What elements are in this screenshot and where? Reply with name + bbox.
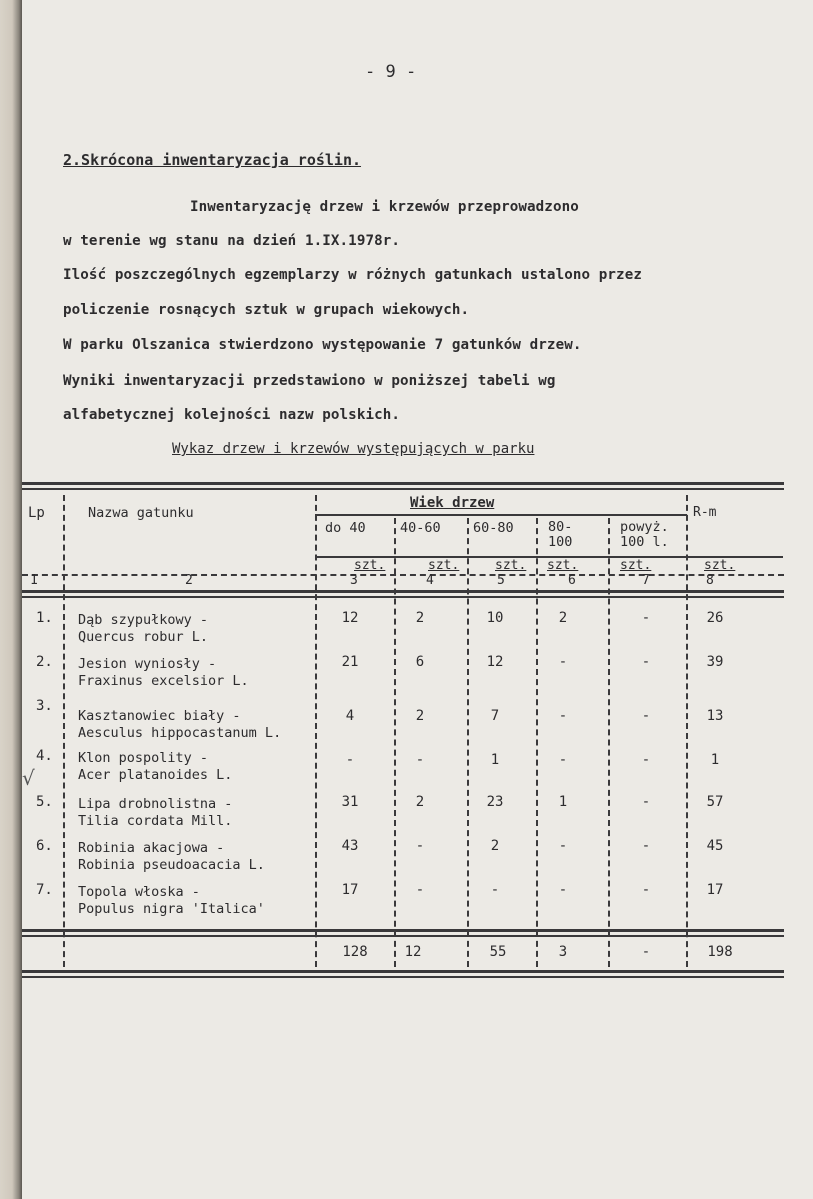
binding-edge xyxy=(0,0,22,1199)
header-unit: szt. xyxy=(428,558,460,573)
row-value: 13 xyxy=(706,708,724,724)
table-caption: Wykaz drzew i krzewów występujących w parku xyxy=(172,441,535,457)
header-age-col: 80- 100 xyxy=(548,519,573,550)
row-latin-name: Quercus robur L. xyxy=(78,629,209,645)
row-latin-name: Fraxinus excelsior L. xyxy=(78,673,249,689)
header-age-group: Wiek drzew xyxy=(410,495,495,511)
row-value: 39 xyxy=(706,654,724,670)
row-value: 12 xyxy=(341,610,359,626)
col-number: 3 xyxy=(350,573,358,588)
row-value: - xyxy=(641,708,651,724)
row-value: 21 xyxy=(341,654,359,670)
row-value: - xyxy=(641,838,651,854)
row-name: Jesion wyniosły - xyxy=(78,656,217,672)
col-number: 1 xyxy=(30,573,38,588)
row-value: 2 xyxy=(558,610,568,626)
row-latin-name: Populus nigra 'Italica' xyxy=(78,901,265,917)
row-latin-name: Aesculus hippocastanum L. xyxy=(78,725,282,741)
row-name: Lipa drobnolistna - xyxy=(78,796,233,812)
row-value: 57 xyxy=(706,794,724,810)
row-name: Kasztanowiec biały - xyxy=(78,708,241,724)
total-value: - xyxy=(641,944,651,960)
col-number: 4 xyxy=(426,573,434,588)
header-unit: szt. xyxy=(354,558,386,573)
header-name: Nazwa gatunku xyxy=(88,505,194,521)
row-latin-name: Tilia cordata Mill. xyxy=(78,813,233,829)
row-value: 2 xyxy=(415,708,425,724)
header-age-col: powyż. 100 l. xyxy=(620,519,669,550)
row-lp: 5. xyxy=(36,794,53,810)
total-value: 12 xyxy=(404,944,422,960)
row-value: 12 xyxy=(486,654,504,670)
col-number: 6 xyxy=(568,573,576,588)
row-value: - xyxy=(415,882,425,898)
paragraph-line: Inwentaryzację drzew i krzewów przeprowadzono xyxy=(190,199,579,215)
row-value: 43 xyxy=(341,838,359,854)
total-value: 55 xyxy=(489,944,507,960)
header-lp: Lp xyxy=(28,505,45,521)
total-value: 3 xyxy=(558,944,568,960)
row-value: - xyxy=(558,708,568,724)
row-value: 31 xyxy=(341,794,359,810)
row-value: 45 xyxy=(706,838,724,854)
header-age-col: do 40 xyxy=(325,520,366,536)
header-unit: szt. xyxy=(620,558,652,573)
row-name: Robinia akacjowa - xyxy=(78,840,225,856)
row-value: - xyxy=(641,794,651,810)
paragraph-line: Wyniki inwentaryzacji przedstawiono w poniższej tabeli wg xyxy=(63,373,556,389)
col-number: 5 xyxy=(497,573,505,588)
row-latin-name: Acer platanoides L. xyxy=(78,767,233,783)
row-value: 17 xyxy=(706,882,724,898)
paragraph-line: W parku Olszanica stwierdzono występowanie 7 gatunków drzew. xyxy=(63,337,582,353)
header-age-col: 40-60 xyxy=(400,520,441,536)
row-value: 1 xyxy=(710,752,720,768)
col-number: 2 xyxy=(185,573,193,588)
row-lp: 4. xyxy=(36,748,53,764)
row-value: - xyxy=(641,654,651,670)
row-value: 7 xyxy=(490,708,500,724)
check-mark: √ xyxy=(22,766,35,790)
row-lp: 3. xyxy=(36,698,53,714)
row-value: 2 xyxy=(415,794,425,810)
page-number: - 9 - xyxy=(365,62,417,82)
row-name: Klon pospolity - xyxy=(78,750,209,766)
col-number: 8 xyxy=(706,573,714,588)
row-value: - xyxy=(641,610,651,626)
row-value: 1 xyxy=(558,794,568,810)
paragraph-line: Ilość poszczególnych egzemplarzy w różnych gatunkach ustalono przez xyxy=(63,267,642,283)
header-unit: szt. xyxy=(547,558,579,573)
header-total: R-m xyxy=(693,505,717,520)
paragraph-line: alfabetycznej kolejności nazw polskich. xyxy=(63,407,401,423)
section-heading: 2.Skrócona inwentaryzacja roślin. xyxy=(63,151,362,169)
total-value: 128 xyxy=(342,944,368,960)
row-value: 1 xyxy=(490,752,500,768)
row-value: - xyxy=(558,654,568,670)
row-value: - xyxy=(558,882,568,898)
row-value: 17 xyxy=(341,882,359,898)
row-value: - xyxy=(345,752,355,768)
row-value: 10 xyxy=(486,610,504,626)
row-value: 26 xyxy=(706,610,724,626)
header-age-col: 60-80 xyxy=(473,520,514,536)
row-value: 2 xyxy=(490,838,500,854)
row-value: - xyxy=(415,752,425,768)
row-lp: 2. xyxy=(36,654,53,670)
row-value: 6 xyxy=(415,654,425,670)
row-value: - xyxy=(415,838,425,854)
row-name: Topola włoska - xyxy=(78,884,200,900)
row-latin-name: Robinia pseudoacacia L. xyxy=(78,857,265,873)
document-page xyxy=(22,0,813,1199)
total-value: 198 xyxy=(707,944,733,960)
row-lp: 7. xyxy=(36,882,53,898)
header-unit: szt. xyxy=(704,558,736,573)
row-value: - xyxy=(558,752,568,768)
header-unit: szt. xyxy=(495,558,527,573)
paragraph-line: w terenie wg stanu na dzień 1.IX.1978r. xyxy=(63,233,401,249)
row-lp: 6. xyxy=(36,838,53,854)
row-name: Dąb szypułkowy - xyxy=(78,612,209,628)
row-value: 23 xyxy=(486,794,504,810)
paragraph-line: policzenie rosnących sztuk w grupach wiekowych. xyxy=(63,302,470,318)
row-value: - xyxy=(641,882,651,898)
row-value: 4 xyxy=(345,708,355,724)
row-value: - xyxy=(490,882,500,898)
row-lp: 1. xyxy=(36,610,53,626)
col-number: 7 xyxy=(642,573,650,588)
row-value: - xyxy=(641,752,651,768)
row-value: - xyxy=(558,838,568,854)
row-value: 2 xyxy=(415,610,425,626)
